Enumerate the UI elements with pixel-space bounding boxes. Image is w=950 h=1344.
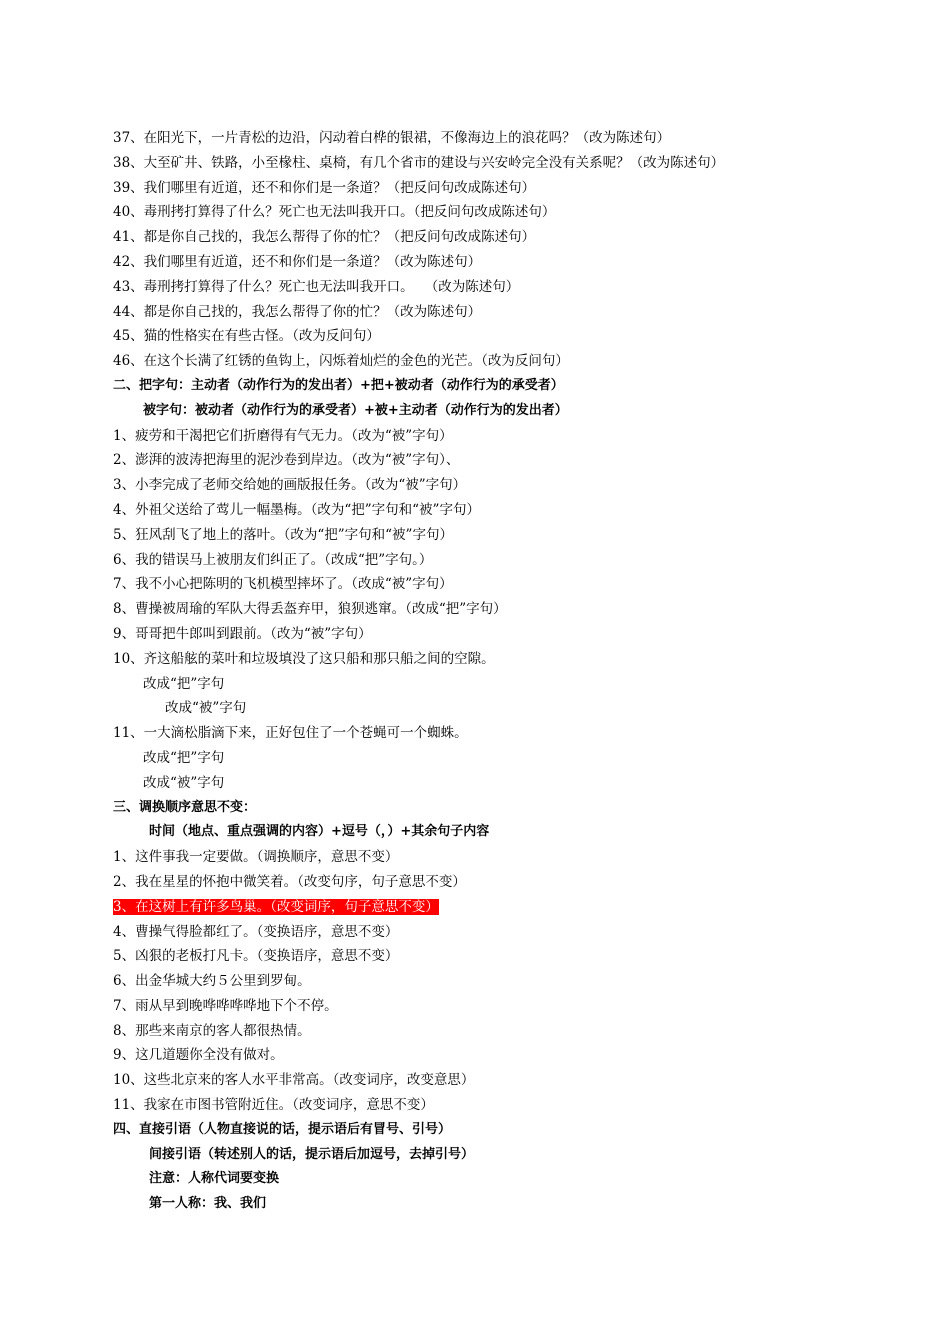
item10-bei-prompt: 改成“被”字句: [165, 700, 247, 717]
item10-ba-prompt: 改成“把”字句: [143, 675, 225, 692]
exercise-40: 40、毒刑拷打算得了什么？死亡也无法叫我开口。（把反问句改成陈述句）: [113, 204, 556, 221]
section2-item-11: 11、一大滴松脂滴下来，正好包住了一个苍蝇可一个蜘蛛。: [113, 725, 468, 742]
exercise-39: 39、我们哪里有近道，还不和你们是一条道？（把反问句改成陈述句）: [113, 179, 536, 196]
section3-item-6: 6、出金华城大约５公里到罗甸。: [113, 973, 311, 990]
section2-item-1: 1、疲劳和干渴把它们折磨得有气无力。（改为“被”字句）: [113, 427, 453, 444]
section2-item-3: 3、小李完成了老师交给她的画版报任务。（改为“被”字句）: [113, 477, 467, 494]
section-heading-4: 四、直接引语（人物直接说的话，提示语后有冒号、引号）: [113, 1121, 452, 1137]
exercise-44: 44、都是你自己找的，我怎么帮得了你的忙？（改为陈述句）: [113, 303, 482, 320]
section2-item-8: 8、曹操被周瑜的军队大得丢盔弃甲，狼狈逃窜。（改成“把”字句）: [113, 601, 507, 618]
section3-item-4: 4、曹操气得脸都红了。（变换语序，意思不变）: [113, 923, 399, 940]
exercise-41: 41、都是你自己找的，我怎么帮得了你的忙？（把反问句改成陈述句）: [113, 229, 536, 246]
section3-item-9: 9、这几道题你全没有做对。: [113, 1047, 284, 1064]
section-heading-2: 二、把字句：主动者（动作行为的发出者）+把+被动者（动作行为的承受者）: [113, 377, 564, 393]
section2-item-4: 4、外祖父送给了莺儿一幅墨梅。（改为“把”字句和“被”字句）: [113, 501, 480, 518]
exercise-38: 38、大至矿井、铁路，小至椽柱、桌椅，有几个省市的建设与兴安岭完全没有关系呢？（改为陈述句）: [113, 154, 725, 171]
section2-item-10: 10、齐这船舷的菜叶和垃圾填没了这只船和那只船之间的空隙。: [113, 650, 495, 667]
section3-item-2: 2、我在星星的怀抱中微笑着。（改变句序，句子意思不变）: [113, 873, 466, 890]
section3-item-7: 7、雨从早到晚哗哗哗哗地下个不停。: [113, 997, 338, 1014]
item11-ba-prompt: 改成“把”字句: [143, 749, 225, 766]
section2-item-7: 7、我不小心把陈明的飞机模型摔坏了。（改成“被”字句）: [113, 576, 453, 593]
exercise-45: 45、猫的性格实在有些古怪。（改为反问句）: [113, 328, 380, 345]
section2-item-9: 9、哥哥把牛郎叫到跟前。（改为“被”字句）: [113, 625, 372, 642]
section-heading-3: 三、调换顺序意思不变：: [113, 799, 257, 815]
exercise-42: 42、我们哪里有近道，还不和你们是一条道？（改为陈述句）: [113, 253, 482, 270]
section-rule-bei: 被字句：被动者（动作行为的承受者）+被+主动者（动作行为的发出者）: [143, 402, 568, 418]
exercise-43: 43、毒刑拷打算得了什么？死亡也无法叫我开口。 （改为陈述句）: [113, 278, 520, 295]
section2-item-5: 5、狂风刮飞了地上的落叶。（改为“把”字句和“被”字句）: [113, 526, 453, 543]
document-body: [113, 126, 873, 1217]
section3-item-10: 10、这些北京来的客人水平非常高。（改变词序，改变意思）: [113, 1072, 475, 1089]
section3-item-8: 8、那些来南京的客人都很热情。: [113, 1022, 311, 1039]
section3-item-1: 1、这件事我一定要做。（调换顺序，意思不变）: [113, 849, 399, 866]
section2-item-2: 2、澎湃的波涛把海里的泥沙卷到岸边。（改为“被”字句）、: [113, 452, 460, 469]
section4-first-person: 第一人称：我、我们: [149, 1196, 267, 1212]
section3-item-5: 5、凶狠的老板打凡卡。（变换语序，意思不变）: [113, 948, 399, 965]
section3-item-3-highlighted: [113, 895, 873, 920]
section2-item-6: 6、我的错误马上被朋友们纠正了。（改成“把”字句。）: [113, 551, 433, 568]
exercise-46: 46、在这个长满了红锈的鱼钩上，闪烁着灿烂的金色的光芒。（改为反问句）: [113, 353, 569, 370]
exercise-37: 37、在阳光下，一片青松的边沿，闪动着白桦的银裙，不像海边上的浪花吗？（改为陈述句）: [113, 130, 671, 146]
highlighted-text: 3、在这树上有许多鸟巢。（改变词序，句子意思不变）: [113, 898, 439, 915]
item11-bei-prompt: 改成“被”字句: [143, 774, 225, 791]
section3-item-11: 11、我家在市图书管附近住。（改变词序，意思不变）: [113, 1097, 434, 1114]
section4-note: 注意：人称代词要变换: [149, 1171, 280, 1187]
section3-rule: 时间（地点、重点强调的内容）+逗号（，）+其余句子内容: [149, 824, 490, 840]
section4-indirect-rule: 间接引语（转述别人的话，提示语后加逗号，去掉引号）: [149, 1146, 475, 1162]
